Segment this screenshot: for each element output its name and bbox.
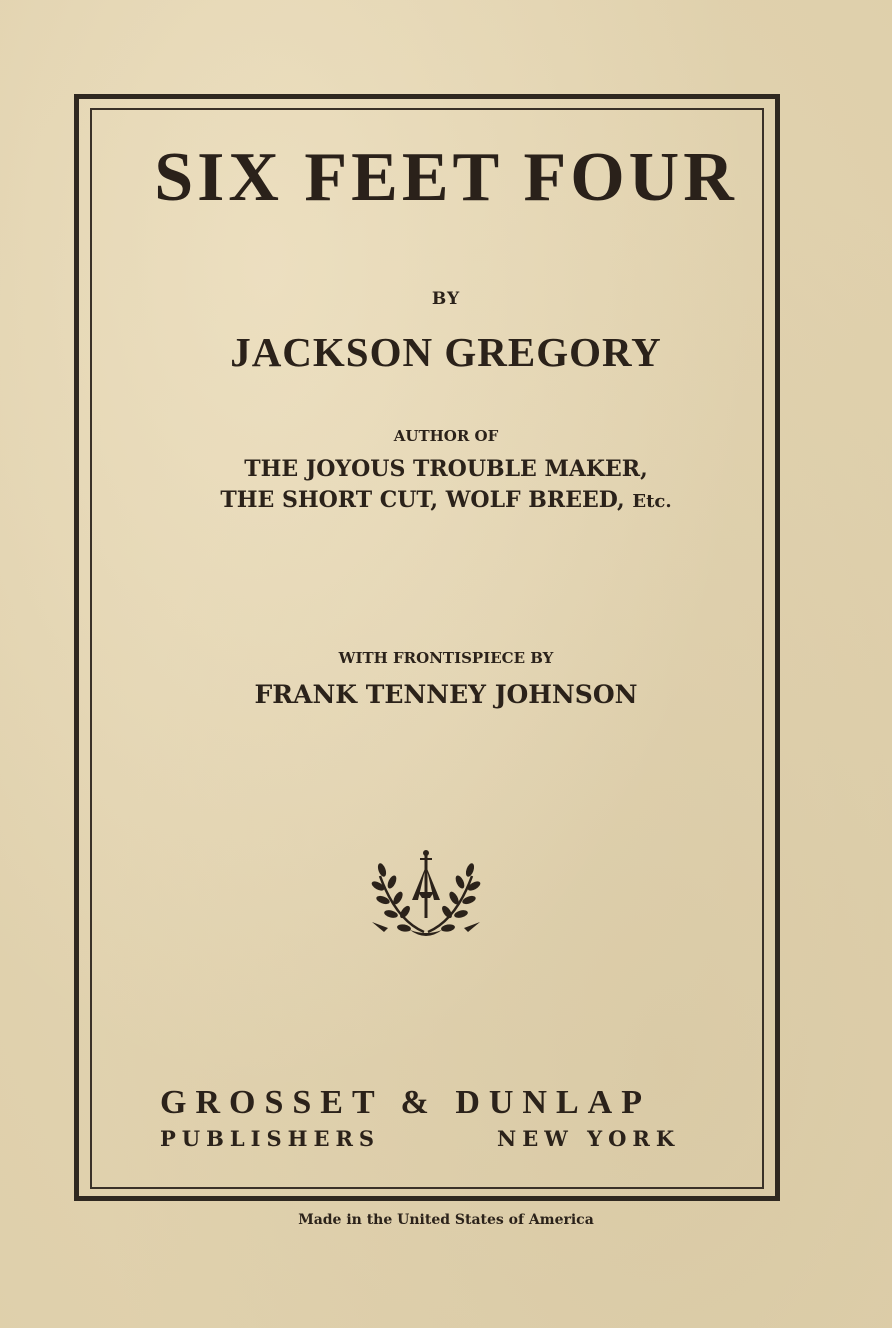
author-of-label: AUTHOR OF (393, 427, 499, 445)
country-of-manufacture: Made in the United States of America (298, 1212, 594, 1228)
publisher-role: PUBLISHERS (160, 1126, 381, 1151)
publisher-city: NEW YORK (497, 1126, 681, 1151)
publisher-name: GROSSET & DUNLAP (160, 1084, 651, 1121)
book-title: SIX FEET FOUR (154, 139, 738, 216)
by-label: BY (431, 289, 461, 309)
other-works-etc: Etc. (632, 491, 672, 512)
other-works-titles: THE SHORT CUT, WOLF BREED, (220, 487, 625, 513)
other-works-line-2 (0, 487, 892, 513)
frontispiece-label: WITH FRONTISPIECE BY (338, 649, 554, 667)
other-works-line-1: THE JOYOUS TROUBLE MAKER, (244, 456, 648, 482)
author-name: JACKSON GREGORY (230, 329, 662, 375)
laurel-wreath-crest-icon (366, 848, 486, 944)
illustrator-name: FRANK TENNEY JOHNSON (254, 680, 638, 709)
